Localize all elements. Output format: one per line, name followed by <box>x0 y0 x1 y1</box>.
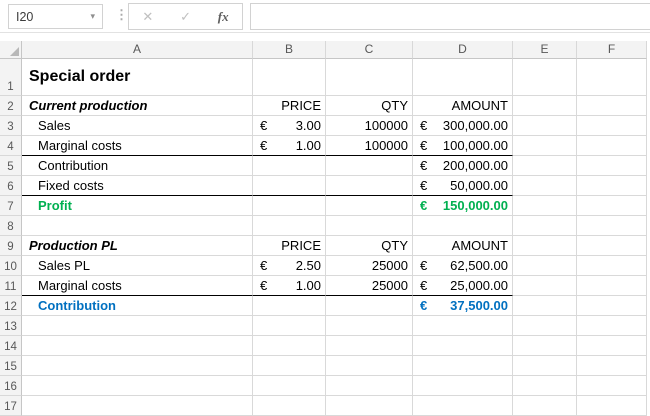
cell-A2[interactable] <box>22 96 253 116</box>
currency-symbol: € <box>420 298 428 313</box>
cell-C14[interactable] <box>326 336 413 356</box>
cell-E7[interactable] <box>513 196 577 216</box>
sheet-row-1 <box>0 59 650 96</box>
currency-symbol: € <box>420 138 428 153</box>
cell-F1[interactable] <box>577 59 647 96</box>
cell-text: Sales PL <box>38 258 91 273</box>
amount-value: 37,500.00 <box>450 298 508 313</box>
cell-C9[interactable] <box>326 236 413 256</box>
cell-D7[interactable] <box>413 196 513 216</box>
cell-text: Contribution <box>38 298 116 313</box>
column-header-E[interactable]: E <box>513 41 577 59</box>
cell-E1[interactable] <box>513 59 577 96</box>
cell-D8[interactable] <box>413 216 513 236</box>
amount-value: 3.00 <box>295 118 321 133</box>
cell-B10[interactable] <box>253 256 326 276</box>
enter-icon[interactable]: ✓ <box>180 8 191 24</box>
cell-A14[interactable] <box>22 336 253 356</box>
cell-B15[interactable] <box>253 356 326 376</box>
currency-symbol: € <box>420 278 428 293</box>
currency-symbol: € <box>420 178 428 193</box>
cell-E10[interactable] <box>513 256 577 276</box>
cell-text: QTY <box>381 238 408 253</box>
cell-F12[interactable] <box>577 296 647 316</box>
column-header-C[interactable]: C <box>326 41 413 59</box>
sheet-row-14 <box>0 336 650 356</box>
cell-A10[interactable] <box>22 256 253 276</box>
sheet-row-2 <box>0 96 650 116</box>
cell-F16[interactable] <box>577 376 647 396</box>
cell-D6[interactable] <box>413 176 513 196</box>
cell-D12[interactable] <box>413 296 513 316</box>
cell-B9[interactable] <box>253 236 326 256</box>
cell-A12[interactable] <box>22 296 253 316</box>
amount-value: 62,500.00 <box>450 258 508 273</box>
cell-B14[interactable] <box>253 336 326 356</box>
cell-D11[interactable] <box>413 276 513 296</box>
row-header-3[interactable]: 3 <box>0 116 22 136</box>
cell-D3[interactable] <box>413 116 513 136</box>
cell-text: Sales <box>38 118 71 133</box>
amount-value: 300,000.00 <box>442 118 508 133</box>
cell-text: Production PL <box>29 238 118 253</box>
sheet-row-7 <box>0 196 650 216</box>
cell-C16[interactable] <box>326 376 413 396</box>
sheet-row-11 <box>0 276 650 296</box>
currency-symbol: € <box>420 258 428 273</box>
row-header-5[interactable]: 5 <box>0 156 22 176</box>
name-box[interactable] <box>8 4 103 29</box>
cell-A15[interactable] <box>22 356 253 376</box>
amount-value: 200,000.00 <box>442 158 508 173</box>
column-header-A[interactable]: A <box>22 41 253 59</box>
sheet-row-8 <box>0 216 650 236</box>
row-header-9[interactable]: 9 <box>0 236 22 256</box>
column-header-row <box>0 41 650 59</box>
cell-C3[interactable] <box>326 116 413 136</box>
cell-F15[interactable] <box>577 356 647 376</box>
sheet-row-15 <box>0 356 650 376</box>
amount-value: 150,000.00 <box>442 198 508 213</box>
cell-C2[interactable] <box>326 96 413 116</box>
cell-A1[interactable] <box>22 59 253 96</box>
cell-A5[interactable] <box>22 156 253 176</box>
row-header-15[interactable]: 15 <box>0 356 22 376</box>
currency-symbol: € <box>260 278 268 293</box>
amount-value: 25,000.00 <box>450 278 508 293</box>
cell-B3[interactable] <box>253 116 326 136</box>
sheet-row-16 <box>0 376 650 396</box>
cell-F2[interactable] <box>577 96 647 116</box>
sheet-row-9 <box>0 236 650 256</box>
cell-F13[interactable] <box>577 316 647 336</box>
cell-text: 100000 <box>364 138 408 153</box>
amount-value: 2.50 <box>295 258 321 273</box>
column-header-D[interactable]: D <box>413 41 513 59</box>
cell-A3[interactable] <box>22 116 253 136</box>
cell-B13[interactable] <box>253 316 326 336</box>
sheet-row-12 <box>0 296 650 316</box>
row-header-13[interactable]: 13 <box>0 316 22 336</box>
cancel-icon[interactable]: ✕ <box>142 8 154 24</box>
cell-B12[interactable] <box>253 296 326 316</box>
sheet-row-5 <box>0 156 650 176</box>
row-header-8[interactable]: 8 <box>0 216 22 236</box>
formula-button-group <box>128 3 243 30</box>
currency-symbol: € <box>260 258 268 273</box>
amount-value: 1.00 <box>295 278 321 293</box>
cell-A17[interactable] <box>22 396 253 416</box>
cell-E5[interactable] <box>513 156 577 176</box>
currency-symbol: € <box>260 118 268 133</box>
cell-F3[interactable] <box>577 116 647 136</box>
sheet-row-3 <box>0 116 650 136</box>
cell-E9[interactable] <box>513 236 577 256</box>
currency-symbol: € <box>260 138 268 153</box>
row-header-6[interactable]: 6 <box>0 176 22 196</box>
row-header-7[interactable]: 7 <box>0 196 22 216</box>
cell-A8[interactable] <box>22 216 253 236</box>
cell-C10[interactable] <box>326 256 413 276</box>
amount-value: 1.00 <box>295 138 321 153</box>
cell-B16[interactable] <box>253 376 326 396</box>
cell-D15[interactable] <box>413 356 513 376</box>
cell-A9[interactable] <box>22 236 253 256</box>
cell-D9[interactable] <box>413 236 513 256</box>
cell-F9[interactable] <box>577 236 647 256</box>
sheet-row-10 <box>0 256 650 276</box>
cell-E17[interactable] <box>513 396 577 416</box>
cell-B8[interactable] <box>253 216 326 236</box>
cell-text: Special order <box>29 68 131 85</box>
row-header-1[interactable]: 1 <box>0 59 22 96</box>
select-all-triangle-icon <box>10 47 19 56</box>
cell-A16[interactable] <box>22 376 253 396</box>
select-all-button[interactable] <box>0 41 22 59</box>
cell-B7[interactable] <box>253 196 326 216</box>
cell-text: Contribution <box>38 158 109 173</box>
row-header-2[interactable]: 2 <box>0 96 22 116</box>
cell-C4[interactable] <box>326 136 413 156</box>
sheet-row-13 <box>0 316 650 336</box>
sheet-grid <box>0 41 650 416</box>
cell-E16[interactable] <box>513 376 577 396</box>
cell-E8[interactable] <box>513 216 577 236</box>
row-header-14[interactable]: 14 <box>0 336 22 356</box>
cell-E11[interactable] <box>513 276 577 296</box>
cell-F4[interactable] <box>577 136 647 156</box>
cell-D17[interactable] <box>413 396 513 416</box>
cell-E4[interactable] <box>513 136 577 156</box>
cell-text: 25000 <box>371 258 408 273</box>
cell-D1[interactable] <box>413 59 513 96</box>
cell-E15[interactable] <box>513 356 577 376</box>
cell-C12[interactable] <box>326 296 413 316</box>
cell-F14[interactable] <box>577 336 647 356</box>
cell-F7[interactable] <box>577 196 647 216</box>
cell-text: Current production <box>29 98 148 113</box>
cell-C8[interactable] <box>326 216 413 236</box>
cell-D4[interactable] <box>413 136 513 156</box>
cell-F5[interactable] <box>577 156 647 176</box>
cell-text: Marginal costs <box>38 138 122 153</box>
cell-E13[interactable] <box>513 316 577 336</box>
cell-E6[interactable] <box>513 176 577 196</box>
cell-E3[interactable] <box>513 116 577 136</box>
toolbar-separator-icon: ⋮ <box>115 7 128 22</box>
row-header-16[interactable]: 16 <box>0 376 22 396</box>
cell-D14[interactable] <box>413 336 513 356</box>
amount-value: 50,000.00 <box>450 178 508 193</box>
cell-D16[interactable] <box>413 376 513 396</box>
cell-E14[interactable] <box>513 336 577 356</box>
cell-text: QTY <box>381 98 408 113</box>
formula-bar-input[interactable] <box>250 3 650 30</box>
cell-text: PRICE <box>281 238 321 253</box>
row-header-17[interactable]: 17 <box>0 396 22 416</box>
amount-value: 100,000.00 <box>442 138 508 153</box>
cell-C7[interactable] <box>326 196 413 216</box>
row-header-12[interactable]: 12 <box>0 296 22 316</box>
cell-F10[interactable] <box>577 256 647 276</box>
cell-C13[interactable] <box>326 316 413 336</box>
column-header-F[interactable]: F <box>577 41 647 59</box>
cell-C1[interactable] <box>326 59 413 96</box>
cell-D10[interactable] <box>413 256 513 276</box>
cell-C6[interactable] <box>326 176 413 196</box>
currency-symbol: € <box>420 198 428 213</box>
cell-A11[interactable] <box>22 276 253 296</box>
cell-B4[interactable] <box>253 136 326 156</box>
cell-text: AMOUNT <box>451 238 508 253</box>
cell-C5[interactable] <box>326 156 413 176</box>
cell-text: Profit <box>38 198 72 213</box>
cell-B17[interactable] <box>253 396 326 416</box>
insert-function-icon[interactable]: fx <box>217 8 229 24</box>
cell-C15[interactable] <box>326 356 413 376</box>
column-header-B[interactable]: B <box>253 41 326 59</box>
cell-B11[interactable] <box>253 276 326 296</box>
cell-text: PRICE <box>281 98 321 113</box>
formula-toolbar <box>0 0 650 33</box>
cell-E2[interactable] <box>513 96 577 116</box>
cell-D5[interactable] <box>413 156 513 176</box>
cell-B1[interactable] <box>253 59 326 96</box>
cell-A13[interactable] <box>22 316 253 336</box>
row-header-4[interactable]: 4 <box>0 136 22 156</box>
cell-A4[interactable] <box>22 136 253 156</box>
cell-F17[interactable] <box>577 396 647 416</box>
cell-A7[interactable] <box>22 196 253 216</box>
cell-B6[interactable] <box>253 176 326 196</box>
cell-text: Marginal costs <box>38 278 122 293</box>
sheet-row-4 <box>0 136 650 156</box>
sheet-row-17 <box>0 396 650 416</box>
cell-D2[interactable] <box>413 96 513 116</box>
cell-text: AMOUNT <box>451 98 508 113</box>
cell-text: 25000 <box>371 278 408 293</box>
cell-text: 100000 <box>364 118 408 133</box>
cell-C17[interactable] <box>326 396 413 416</box>
sheet-row-6 <box>0 176 650 196</box>
cell-text: Fixed costs <box>38 178 104 193</box>
name-box-value: I20 <box>16 9 34 24</box>
chevron-down-icon[interactable]: ▾ <box>90 11 95 21</box>
currency-symbol: € <box>420 158 428 173</box>
cell-B2[interactable] <box>253 96 326 116</box>
cell-E12[interactable] <box>513 296 577 316</box>
cell-F6[interactable] <box>577 176 647 196</box>
cell-C11[interactable] <box>326 276 413 296</box>
cell-B5[interactable] <box>253 156 326 176</box>
cell-A6[interactable] <box>22 176 253 196</box>
cell-D13[interactable] <box>413 316 513 336</box>
cell-F8[interactable] <box>577 216 647 236</box>
currency-symbol: € <box>420 118 428 133</box>
row-header-10[interactable]: 10 <box>0 256 22 276</box>
row-header-11[interactable]: 11 <box>0 276 22 296</box>
cell-F11[interactable] <box>577 276 647 296</box>
